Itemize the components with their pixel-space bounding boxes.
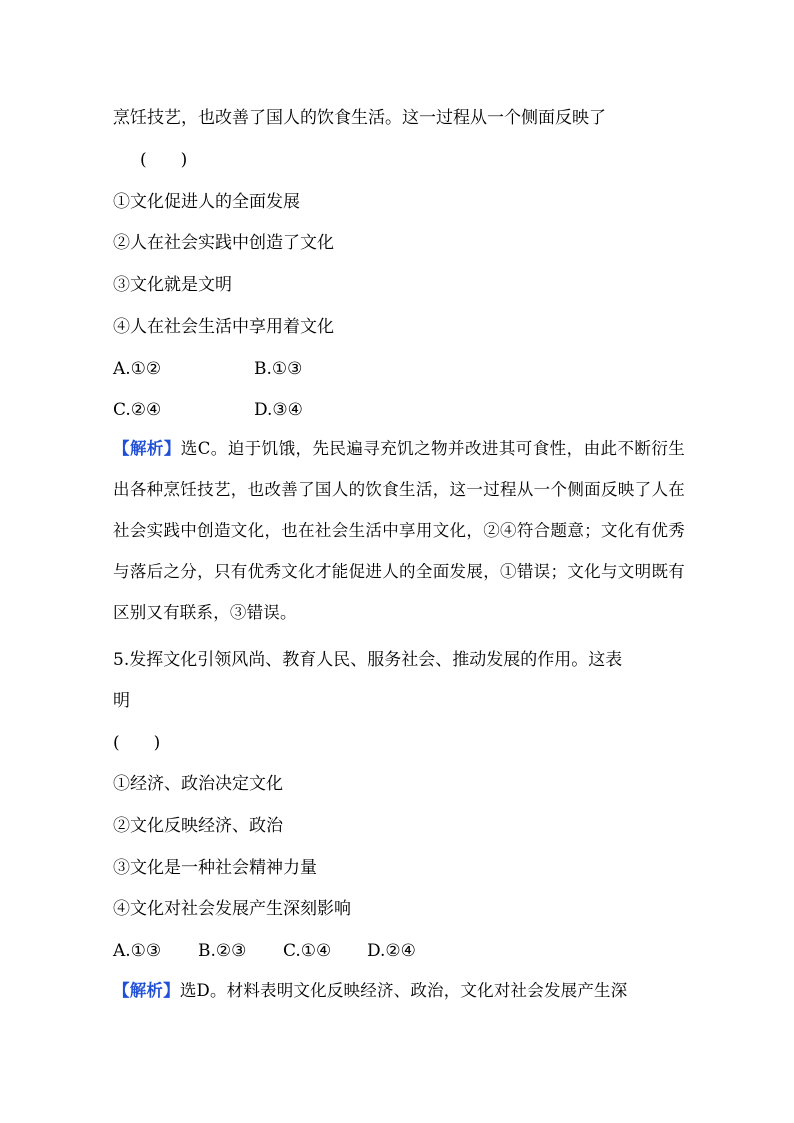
- q4-option-d: D.③④: [254, 400, 303, 420]
- q4-stem-tail: 烹饪技艺，也改善了国人的饮食生活。这一过程从一个侧面反映了: [113, 108, 606, 128]
- q5-option-b: B.②③: [198, 941, 247, 961]
- q5-analysis-text: 选D。材料表明文化反映经济、政治，文化对社会发展产生深: [179, 981, 628, 1000]
- q4-item-1: ①文化促进人的全面发展: [113, 192, 300, 212]
- q4-item-3: ③文化就是文明: [113, 275, 232, 295]
- q4-analysis-tag: 【解析】: [113, 439, 181, 458]
- q5-item-3: ③文化是一种社会精神力量: [113, 858, 317, 878]
- q5-item-1: ①经济、政治决定文化: [113, 774, 283, 794]
- q4-analysis: [113, 428, 685, 633]
- q5-analysis-tag: 【解析】: [113, 981, 180, 1000]
- q5-option-d: D.②④: [367, 941, 416, 961]
- q5-stem-line-2: 明: [113, 691, 130, 711]
- q4-item-4: ④人在社会生活中享用着文化: [113, 317, 334, 337]
- q5-item-2: ②文化反映经济、政治: [113, 816, 283, 836]
- q4-option-c: C.②④: [113, 400, 162, 420]
- q5-answer-bracket: ( ): [113, 733, 161, 753]
- q5-stem-line-1: 5.发挥文化引领风尚、教育人民、服务社会、推动发展的作用。这表: [113, 650, 623, 670]
- q4-item-2: ②人在社会实践中创造了文化: [113, 233, 334, 253]
- q4-analysis-text: 选C。迫于饥饿，先民遍寻充饥之物并改进其可食性，由此不断衍生出各种烹饪技艺，也改善了国人的饮食生活，这一过程从一个侧面反映了人在社会实践中创造文化，也在社会生活中享用文化，②④符合题意；文化有优秀与落后之分，只有优秀文化才能促进人的全面发展，①错误；文化与文明既有区别又有联系，③错误。: [113, 439, 685, 622]
- q4-answer-bracket: ( ): [140, 150, 188, 170]
- q5-option-a: A.①③: [113, 941, 162, 961]
- q5-option-c: C.①④: [283, 941, 332, 961]
- q4-option-b: B.①③: [254, 359, 303, 379]
- q5-item-4: ④文化对社会发展产生深刻影响: [113, 899, 351, 919]
- q5-analysis: [113, 970, 685, 1011]
- q4-option-a: A.①②: [113, 359, 162, 379]
